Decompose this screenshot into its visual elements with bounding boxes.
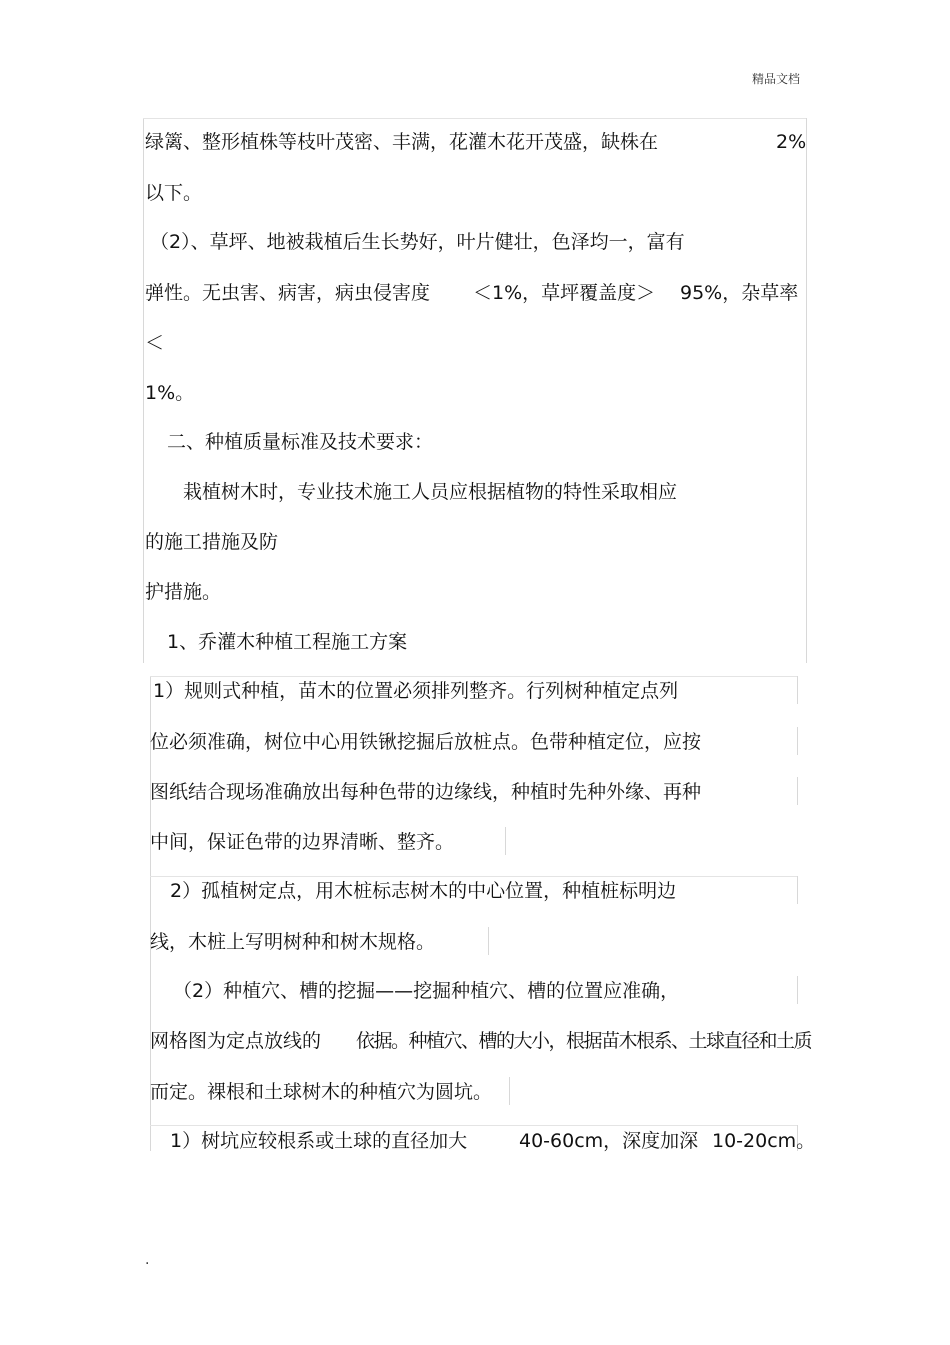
table-rule-right-8	[509, 1077, 510, 1105]
text-line-1	[145, 130, 658, 154]
text-line-19-part-b: 依据。种植穴、槽的大小，根据苗木根系、土球直径和土质	[356, 1030, 812, 1052]
text-line-13: 位必须准确，树位中心用铁锹挖掘后放桩点。色带种植定位，应按	[150, 731, 702, 753]
footer-mark: .	[145, 1252, 150, 1268]
text-line-21	[170, 1129, 467, 1153]
text-line-20: 而定。裸根和土球树木的种植穴为圆坑。	[150, 1081, 493, 1103]
text-line-21-part-a: 1）树坑应较根系或土球的直径加大	[170, 1130, 468, 1152]
subsection-heading-1: 1、乔灌木种植工程施工方案	[167, 631, 408, 653]
section-heading-2: 二、种植质量标准及技术要求：	[167, 431, 434, 453]
text-line-14: 图纸结合现场准确放出每种色带的边缘线，种植时先种外缘、再种	[150, 781, 702, 803]
text-line-4-part-a: 弹性。无虫害、病害，病虫侵害度	[145, 282, 431, 304]
text-line-3: （2）、草坪、地被栽植后生长势好，叶片健壮，色泽均一，富有	[150, 231, 685, 253]
table-rule-right-1	[797, 676, 798, 704]
table-rule-left-upper	[143, 118, 144, 663]
text-line-9: 的施工措施及防	[145, 531, 279, 553]
text-line-8: 栽植树木时，专业技术施工人员应根据植物的特性采取相应	[183, 481, 678, 503]
text-line-19	[150, 1029, 321, 1053]
table-rule-row-1	[150, 676, 797, 677]
text-line-21-part-b: 40-60cm，深度加深	[519, 1130, 699, 1152]
text-line-18: （2）种植穴、槽的挖掘——挖掘种植穴、槽的位置应准确，	[173, 980, 680, 1002]
text-line-4-part-c: 95%，杂草率	[680, 282, 799, 304]
table-rule-top	[143, 118, 806, 119]
text-line-16: 2）孤植树定点，用木桩标志树木的中心位置，种植桩标明边	[170, 880, 677, 902]
page-header-label: 精品文档	[752, 72, 801, 86]
text-line-5: ＜	[145, 332, 165, 354]
text-line-21-part-c: 10-20cm。	[712, 1130, 816, 1152]
table-rule-right-4	[505, 827, 506, 855]
text-line-2: 以下。	[145, 182, 203, 204]
text-line-17: 线，木桩上写明树种和树木规格。	[150, 931, 436, 953]
text-line-4-part-b: ＜1%，草坪覆盖度＞	[473, 282, 656, 304]
text-line-15: 中间，保证色带的边界清晰、整齐。	[150, 831, 455, 853]
table-rule-row-3	[150, 1125, 797, 1126]
table-rule-row-2	[150, 876, 797, 877]
text-line-4	[145, 281, 430, 305]
table-rule-right-upper	[806, 118, 807, 663]
text-line-19-part-a: 网格图为定点放线的	[150, 1030, 322, 1052]
text-line-10: 护措施。	[145, 581, 222, 603]
table-rule-right-5	[797, 876, 798, 904]
table-rule-right-3	[797, 777, 798, 805]
table-rule-right-6	[488, 927, 489, 955]
table-rule-right-7	[797, 976, 798, 1004]
text-line-12: 1）规则式种植，苗木的位置必须排列整齐。行列树种植定点列	[153, 680, 679, 702]
table-rule-right-2	[797, 727, 798, 755]
text-line-6: 1%。	[145, 382, 195, 404]
text-line-1-main: 绿篱、整形植株等枝叶茂密、丰满，花灌木花开茂盛，缺株在	[145, 131, 659, 153]
text-line-1-percent: 2%	[776, 131, 807, 153]
